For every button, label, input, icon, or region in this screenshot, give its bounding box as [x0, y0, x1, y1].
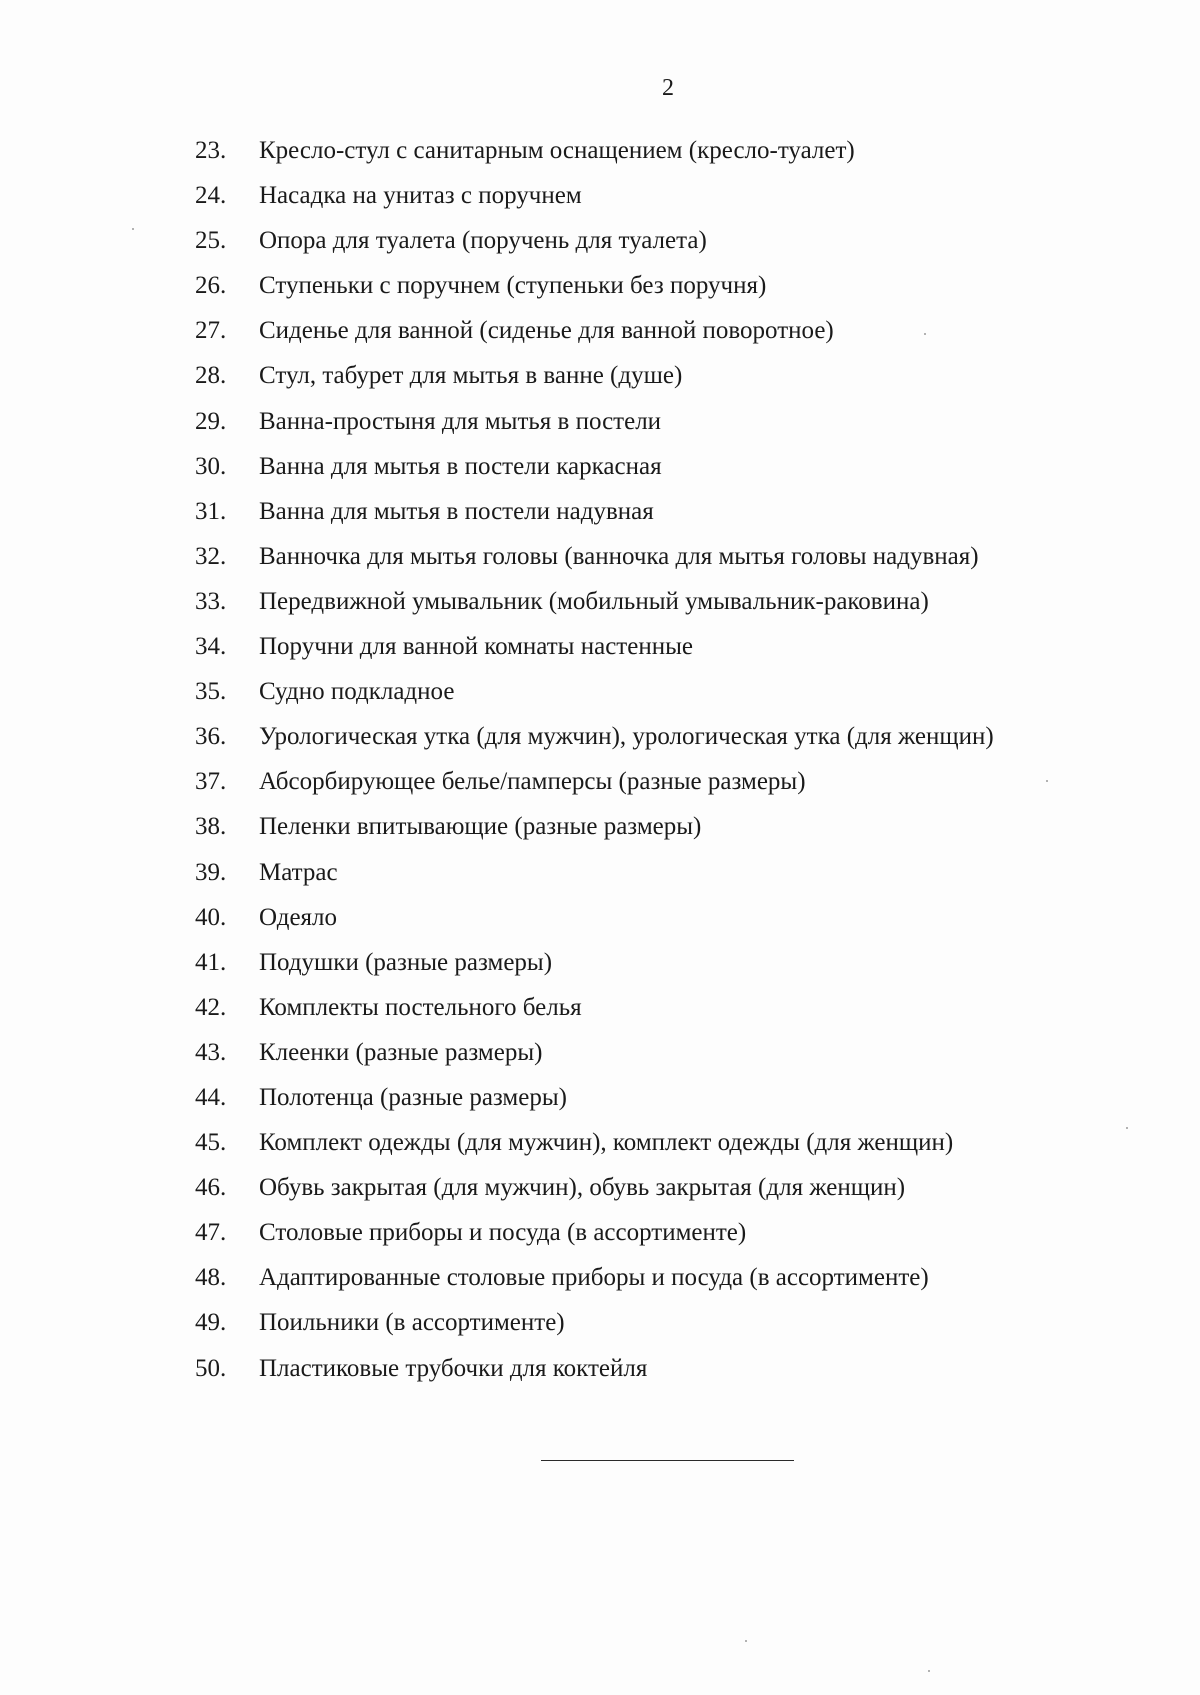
list-item [195, 587, 994, 632]
item-number: 50. [195, 1354, 227, 1382]
list-item [195, 632, 994, 677]
item-number: 24. [195, 182, 227, 210]
item-text: Ванночка для мытья головы (ванночка для мытья головы надувная) [259, 542, 979, 570]
item-text: Комплекты постельного белья [259, 993, 582, 1021]
scan-speck [1126, 1127, 1128, 1129]
item-number: 49. [195, 1309, 227, 1337]
item-number: 37. [195, 768, 227, 796]
list-item [195, 452, 994, 497]
item-number: 25. [195, 227, 227, 255]
item-number: 38. [195, 813, 227, 841]
item-text: Урологическая утка (для мужчин), урологическая утка (для женщин) [259, 723, 994, 751]
list-item [195, 226, 994, 271]
list-item [195, 497, 994, 542]
item-number: 40. [195, 903, 227, 931]
item-text: Передвижной умывальник (мобильный умывальник-раковина) [259, 587, 929, 615]
item-number: 26. [195, 272, 227, 300]
item-number: 23. [195, 137, 227, 164]
item-number: 43. [195, 1038, 227, 1066]
item-text: Ванна-простыня для мытья в постели [259, 407, 662, 435]
item-number: 44. [195, 1083, 227, 1111]
item-text: Опора для туалета (поручень для туалета) [259, 227, 707, 255]
item-text: Пластиковые трубочки для коктейля [259, 1354, 648, 1382]
list-item [195, 858, 994, 903]
item-text: Полотенца (разные размеры) [259, 1083, 567, 1111]
item-number: 36. [195, 723, 227, 751]
list-item [195, 812, 994, 857]
item-number: 33. [195, 587, 227, 615]
list-item [195, 1308, 994, 1353]
item-number: 32. [195, 542, 227, 570]
list-item [195, 677, 994, 722]
list-item [195, 722, 994, 767]
item-text: Комплект одежды (для мужчин), комплект одежды (для женщин) [259, 1129, 954, 1157]
item-text: Одеяло [259, 903, 338, 931]
list-item [195, 903, 994, 948]
item-text: Матрас [259, 858, 338, 886]
scan-speck [1046, 780, 1048, 782]
item-number: 39. [195, 858, 227, 886]
scan-speck [928, 1670, 930, 1672]
list-item [195, 136, 994, 181]
item-number: 27. [195, 317, 227, 345]
list-item [195, 1083, 994, 1128]
item-number: 42. [195, 993, 227, 1021]
scan-speck [745, 1640, 747, 1642]
item-text: Пеленки впитывающие (разные размеры) [259, 813, 702, 841]
item-text: Адаптированные столовые приборы и посуда (в ассортименте) [259, 1264, 929, 1292]
item-text: Сиденье для ванной (сиденье для ванной поворотное) [259, 317, 834, 345]
list-item [195, 1173, 994, 1218]
item-number: 29. [195, 407, 227, 435]
item-text: Столовые приборы и посуда (в ассортименте) [259, 1219, 747, 1247]
item-number: 41. [195, 948, 227, 976]
list-item [195, 407, 994, 452]
item-text: Поильники (в ассортименте) [259, 1309, 565, 1337]
item-text: Стул, табурет для мытья в ванне (душе) [259, 362, 683, 390]
list-item [195, 1128, 994, 1173]
item-number: 48. [195, 1264, 227, 1292]
item-number: 46. [195, 1174, 227, 1202]
item-number: 35. [195, 678, 227, 706]
list-item [195, 1038, 994, 1083]
item-number: 47. [195, 1219, 227, 1247]
item-text: Поручни для ванной комнаты настенные [259, 633, 693, 661]
item-text: Ванна для мытья в постели каркасная [259, 452, 662, 480]
item-number: 28. [195, 362, 227, 390]
list-item [195, 316, 994, 361]
scan-speck [132, 228, 134, 230]
list-item [195, 181, 994, 226]
item-number: 31. [195, 497, 227, 525]
list-item [195, 361, 994, 406]
item-text: Кресло-стул с санитарным оснащением (кресло-туалет) [259, 137, 855, 164]
item-text: Клеенки (разные размеры) [259, 1038, 543, 1066]
item-text: Абсорбирующее белье/памперсы (разные размеры) [259, 768, 806, 796]
list-item [195, 271, 994, 316]
item-number: 34. [195, 633, 227, 661]
list-item [195, 948, 994, 993]
item-text: Подушки (разные размеры) [259, 948, 553, 976]
item-text: Насадка на унитаз с поручнем [259, 182, 582, 210]
item-number: 30. [195, 452, 227, 480]
list-item [195, 1218, 994, 1263]
page-number: 2 [662, 75, 674, 101]
item-text: Обувь закрытая (для мужчин), обувь закрытая (для женщин) [259, 1174, 906, 1202]
list-item [195, 767, 994, 812]
item-list [195, 136, 994, 1399]
scan-speck [924, 333, 926, 335]
item-text: Ванна для мытья в постели надувная [259, 497, 654, 525]
end-of-list-rule [541, 1460, 794, 1461]
item-text: Ступеньки с поручнем (ступеньки без поручня) [259, 272, 767, 300]
list-item [195, 993, 994, 1038]
list-item [195, 542, 994, 587]
list-item [195, 1354, 994, 1399]
item-number: 45. [195, 1129, 227, 1157]
list-item [195, 1263, 994, 1308]
item-text: Судно подкладное [259, 678, 455, 706]
